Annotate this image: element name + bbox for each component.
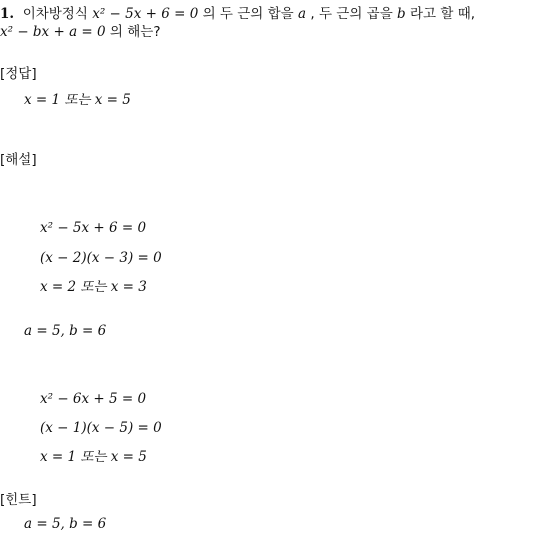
solution-step-1-1: x² − 5x + 6 = 0 [40, 220, 147, 236]
problem-var-b: b [397, 6, 406, 22]
problem-text-prefix: 이차방정식 [22, 6, 88, 22]
problem-text-mid: 의 두 근의 합을 [202, 6, 294, 22]
solution-step-1-2: (x − 2)(x − 3) = 0 [40, 250, 162, 266]
answer-text: x = 1 또는 x = 5 [24, 92, 131, 108]
hint-text: a = 5, b = 6 [24, 516, 107, 532]
problem-number: 1. [0, 6, 15, 22]
problem-var-a: a [298, 6, 307, 22]
hint-label: [힌트] [0, 492, 37, 508]
problem-text-mid2: , 두 근의 곱을 [310, 6, 393, 22]
problem-equation-1: x² − 5x + 6 = 0 [92, 6, 199, 22]
problem-text-question: 의 해는? [109, 24, 161, 40]
answer-label: [정답] [0, 66, 37, 82]
problem-line-1 [0, 8, 475, 22]
solution-step-2-2: (x − 1)(x − 5) = 0 [40, 420, 162, 436]
solution-step-2-1: x² − 6x + 5 = 0 [40, 391, 147, 407]
solution-step-2-3: x = 1 또는 x = 5 [40, 449, 147, 465]
solution-label: [해설] [0, 152, 37, 168]
problem-equation-2: x² − bx + a = 0 [0, 24, 106, 40]
solution-ab-line: a = 5, b = 6 [24, 323, 107, 339]
problem-line-2 [0, 26, 161, 40]
solution-step-1-3: x = 2 또는 x = 3 [40, 279, 147, 295]
problem-text-suffix: 라고 할 때, [410, 6, 476, 22]
